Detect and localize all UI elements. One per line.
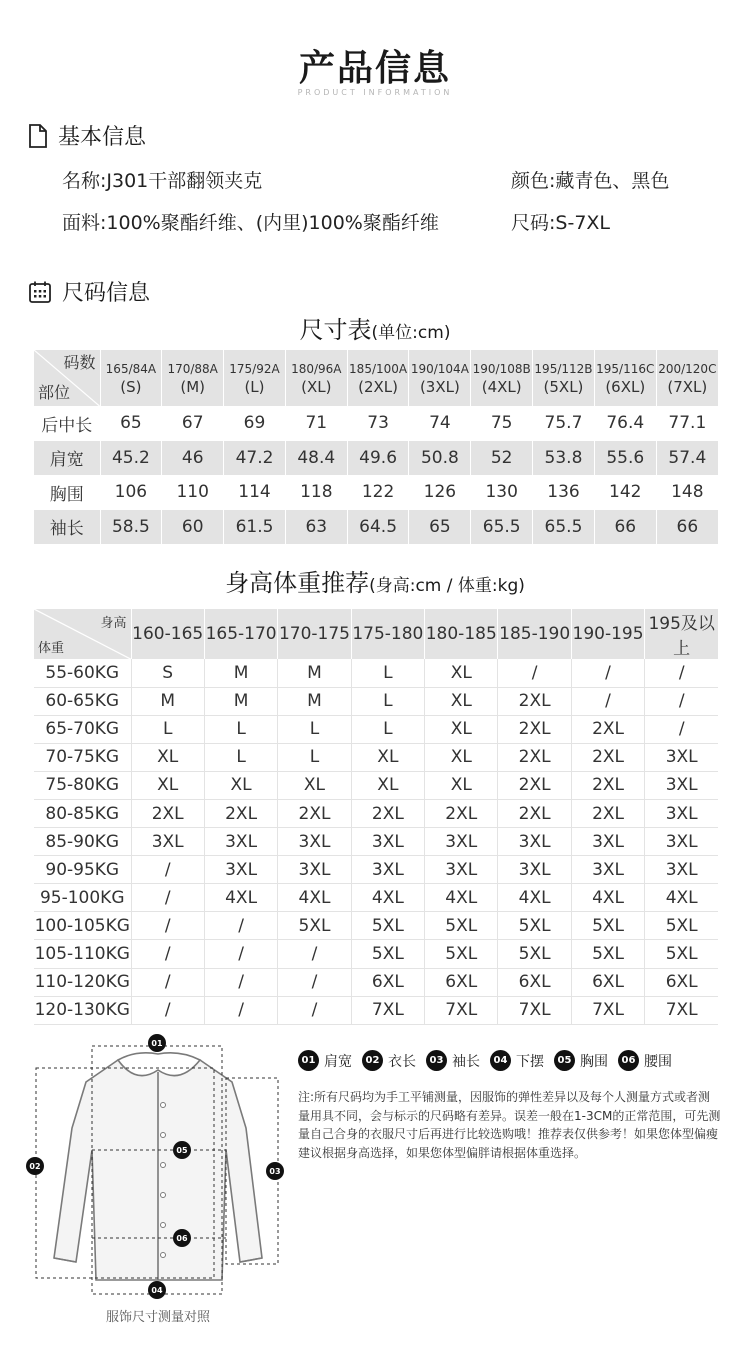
recommend-header-row [34,609,718,659]
size-cell: 3XL [645,856,718,884]
size-name: (2XL) [358,378,399,396]
cell-value: 148 [656,475,718,510]
table-row [34,968,718,996]
size-cell: L [351,687,424,715]
table-row [34,743,718,771]
size-cell: 7XL [645,996,718,1024]
size-cell: XL [278,771,351,799]
basic-info-heading [28,120,146,151]
size-cell: M [278,687,351,715]
cell-value: 52 [471,441,533,476]
size-cell: 2XL [571,771,644,799]
size-cell: 3XL [645,771,718,799]
product-color: 颜色:藏青色、黑色 [511,170,670,192]
page-subtitle: PRODUCT INFORMATION [297,88,453,97]
cell-value: 75.7 [533,406,595,441]
cell-value: 77.1 [656,406,718,441]
size-column-header [347,350,409,406]
size-column-header [162,350,224,406]
diagram-caption: 服饰尺寸测量对照 [105,1310,210,1325]
size-code: 200/120C [658,362,717,376]
size-table-unit: (单位:cm) [371,323,451,343]
table-row [34,510,718,545]
size-name: (M) [180,378,206,396]
size-cell: / [204,996,277,1024]
table-row [34,940,718,968]
corner-top-label: 身高 [100,616,127,631]
size-cell: L [351,659,424,687]
basic-info-heading-label: 基本信息 [58,125,147,150]
size-cell: 3XL [498,828,571,856]
size-cell: 5XL [351,912,424,940]
cell-value: 65.5 [471,510,533,545]
table-row [34,715,718,743]
size-cell: / [131,940,204,968]
size-cell: / [278,996,351,1024]
cell-value: 66 [656,510,718,545]
table-row [34,912,718,940]
corner-bottom-label: 部位 [38,383,71,402]
table-row [34,475,718,510]
marker-02: 02 [26,1157,44,1175]
size-column-header [100,350,162,406]
size-cell: 3XL [645,828,718,856]
size-cell: XL [425,715,498,743]
size-cell: 2XL [351,799,424,827]
size-cell: 6XL [351,968,424,996]
size-cell: / [645,687,718,715]
size-cell: 6XL [425,968,498,996]
calendar-icon [28,280,52,304]
cell-value: 46 [162,441,224,476]
size-cell: 3XL [351,828,424,856]
size-cell: L [131,715,204,743]
size-cell: 5XL [498,912,571,940]
size-cell: M [204,687,277,715]
size-cell: / [204,940,277,968]
weight-label: 60-65KG [34,687,131,715]
marker-06: 06 [173,1229,191,1247]
weight-label: 65-70KG [34,715,131,743]
cell-value: 136 [533,475,595,510]
weight-label: 70-75KG [34,743,131,771]
row-label: 胸围 [34,475,100,510]
legend-item: 05 胸围 [554,1050,608,1071]
weight-label: 80-85KG [34,799,131,827]
size-cell: 5XL [425,940,498,968]
size-cell: 2XL [425,799,498,827]
size-name: (4XL) [481,378,522,396]
size-cell: / [131,996,204,1024]
height-column-header: 180-185 [425,609,498,659]
size-cell: 3XL [645,799,718,827]
cell-value: 55.6 [594,441,656,476]
cell-value: 53.8 [533,441,595,476]
cell-value: 118 [285,475,347,510]
size-cell: 5XL [571,940,644,968]
product-fabric: 面料:100%聚酯纤维、(内里)100%聚酯纤维 [62,212,439,234]
size-cell: 2XL [571,799,644,827]
recommend-unit: (身高:cm / 体重:kg) [369,576,525,596]
size-cell: / [131,884,204,912]
size-cell: 3XL [204,856,277,884]
size-code: 190/104A [410,362,469,376]
size-cell: 5XL [645,912,718,940]
size-cell: 4XL [571,884,644,912]
marker-01: 01 [148,1034,166,1052]
size-cell: / [645,659,718,687]
table-row [34,799,718,827]
size-code: 195/116C [596,362,655,376]
table-row [34,856,718,884]
size-cell: 3XL [131,828,204,856]
size-cell: 2XL [571,715,644,743]
cell-value: 48.4 [285,441,347,476]
height-column-header: 160-165 [131,609,204,659]
size-cell: S [131,659,204,687]
size-cell: L [278,743,351,771]
size-cell: 5XL [425,912,498,940]
weight-label: 110-120KG [34,968,131,996]
cell-value: 64.5 [347,510,409,545]
height-column-header: 185-190 [498,609,571,659]
legend-item: 01 肩宽 [298,1050,352,1071]
size-cell: 3XL [645,743,718,771]
size-code: 175/92A [229,362,280,376]
size-cell: XL [131,771,204,799]
weight-label: 75-80KG [34,771,131,799]
size-column-header [533,350,595,406]
size-cell: 7XL [425,996,498,1024]
cell-value: 65 [100,406,162,441]
size-cell: XL [425,743,498,771]
size-code: 170/88A [167,362,218,376]
size-cell: 4XL [425,884,498,912]
cell-value: 60 [162,510,224,545]
size-cell: / [498,659,571,687]
size-cell: 3XL [278,828,351,856]
cell-value: 73 [347,406,409,441]
size-cell: 5XL [498,940,571,968]
height-column-header: 175-180 [351,609,424,659]
size-header-row [34,350,718,406]
size-cell: 4XL [351,884,424,912]
weight-label: 55-60KG [34,659,131,687]
table-row [34,884,718,912]
cell-value: 76.4 [594,406,656,441]
size-cell: M [278,659,351,687]
cell-value: 130 [471,475,533,510]
cell-value: 65 [409,510,471,545]
cell-value: 71 [285,406,347,441]
size-column-header [656,350,718,406]
recommend-title-text: 身高体重推荐 [225,569,370,597]
cell-value: 58.5 [100,510,162,545]
cell-value: 63 [285,510,347,545]
size-cell: / [131,968,204,996]
table-row [34,406,718,441]
marker-05: 05 [173,1141,191,1159]
corner-top-label: 码数 [63,353,96,372]
table-row [34,687,718,715]
cell-value: 66 [594,510,656,545]
cell-value: 142 [594,475,656,510]
weight-label: 85-90KG [34,828,131,856]
size-cell: 3XL [571,856,644,884]
size-cell: 2XL [498,743,571,771]
size-cell: 2XL [498,799,571,827]
size-cell: 5XL [571,912,644,940]
size-cell: XL [351,743,424,771]
size-cell: / [645,715,718,743]
size-cell: 4XL [498,884,571,912]
size-cell: 2XL [498,771,571,799]
size-cell: L [351,715,424,743]
corner-bottom-label: 体重 [38,641,65,656]
size-cell: M [204,659,277,687]
size-cell: / [204,968,277,996]
row-label: 后中长 [34,406,100,441]
weight-label: 105-110KG [34,940,131,968]
size-name: (7XL) [667,378,708,396]
cell-value: 65.5 [533,510,595,545]
size-cell: / [204,912,277,940]
weight-label: 120-130KG [34,996,131,1024]
height-column-header: 165-170 [204,609,277,659]
size-cell: 6XL [571,968,644,996]
row-label: 袖长 [34,510,100,545]
table-row [34,771,718,799]
cell-value: 110 [162,475,224,510]
recommend-table-title [0,563,750,598]
size-cell: 2XL [571,743,644,771]
cell-value: 57.4 [656,441,718,476]
size-info-heading [28,276,150,307]
size-cell: / [571,659,644,687]
size-column-header [594,350,656,406]
height-column-header: 170-175 [278,609,351,659]
size-cell: XL [204,771,277,799]
size-cell: 2XL [498,715,571,743]
legend-item: 03 袖长 [426,1050,480,1071]
size-cell: 5XL [278,912,351,940]
cell-value: 47.2 [224,441,286,476]
product-size-range: 尺码:S-7XL [511,212,611,234]
legend-item: 06 腰围 [618,1050,672,1071]
size-cell: M [131,687,204,715]
size-name: (L) [244,378,265,396]
product-name: 名称:J301干部翻领夹克 [62,170,263,192]
size-column-header [224,350,286,406]
size-column-header [409,350,471,406]
size-column-header [285,350,347,406]
height-column-header: 190-195 [571,609,644,659]
size-cell: 2XL [278,799,351,827]
size-cell: 2XL [204,799,277,827]
size-cell: 6XL [498,968,571,996]
cell-value: 45.2 [100,441,162,476]
document-icon [28,124,48,148]
size-cell: 2XL [131,799,204,827]
size-cell: / [131,856,204,884]
size-cell: XL [425,687,498,715]
size-table-title-text: 尺寸表 [299,316,372,344]
size-cell: 6XL [645,968,718,996]
size-code: 180/96A [291,362,342,376]
size-cell: 5XL [351,940,424,968]
size-cell: L [204,743,277,771]
size-name: (XL) [301,378,332,396]
weight-label: 90-95KG [34,856,131,884]
size-cell: 3XL [278,856,351,884]
cell-value: 69 [224,406,286,441]
cell-value: 49.6 [347,441,409,476]
size-cell: 3XL [204,828,277,856]
size-column-header [471,350,533,406]
measurement-note: 注:所有尺码均为手工平铺测量，因服饰的弹性差异以及每个人测量方式或者测量用具不同，会与标示的尺码略有差异。误差一般在1-3CM的正常范围，可先测量自己合身的衣服尺寸后再进行比较选购哦！推荐表仅供参考！如果您体型偏瘦建议根据身高选择，如果您体型偏胖请根据体重选择。 [298,1090,721,1160]
cell-value: 114 [224,475,286,510]
cell-value: 122 [347,475,409,510]
cell-value: 75 [471,406,533,441]
table-row [34,659,718,687]
height-column-header: 195及以上 [645,609,718,659]
size-code: 190/108B [472,362,531,376]
size-cell: 7XL [351,996,424,1024]
table-row [34,441,718,476]
cell-value: 74 [409,406,471,441]
weight-label: 95-100KG [34,884,131,912]
size-info-heading-label: 尺码信息 [62,281,151,306]
size-name: (3XL) [419,378,460,396]
row-label: 肩宽 [34,441,100,476]
size-cell: XL [351,771,424,799]
table-row [34,828,718,856]
size-cell: XL [425,659,498,687]
size-cell: 3XL [425,856,498,884]
legend-item: 04 下摆 [490,1050,544,1071]
shirt-illustration [54,1053,262,1280]
marker-04: 04 [148,1281,166,1299]
cell-value: 126 [409,475,471,510]
size-cell: 4XL [645,884,718,912]
measurement-legend [298,1050,682,1071]
size-cell: 3XL [571,828,644,856]
cell-value: 61.5 [224,510,286,545]
size-name: (5XL) [543,378,584,396]
recommend-table [34,609,718,1025]
cell-value: 67 [162,406,224,441]
corner-cell [34,350,100,406]
size-cell: 5XL [645,940,718,968]
size-cell: 7XL [498,996,571,1024]
size-cell: 3XL [351,856,424,884]
marker-03: 03 [266,1162,284,1180]
size-name: (S) [120,378,142,396]
size-cell: L [278,715,351,743]
cell-value: 106 [100,475,162,510]
size-cell: / [131,912,204,940]
size-cell: 2XL [498,687,571,715]
size-code: 195/112B [534,362,593,376]
size-cell: 3XL [498,856,571,884]
size-cell: XL [131,743,204,771]
size-cell: / [571,687,644,715]
size-table [34,350,718,544]
size-cell: 4XL [204,884,277,912]
page-title: 产品信息 [298,48,451,89]
size-cell: / [278,940,351,968]
size-cell: 3XL [425,828,498,856]
size-cell: 4XL [278,884,351,912]
size-cell: L [204,715,277,743]
size-name: (6XL) [605,378,646,396]
size-cell: XL [425,771,498,799]
cell-value: 50.8 [409,441,471,476]
table-row [34,996,718,1024]
corner-cell [34,609,131,659]
size-table-title [0,310,750,345]
size-cell: / [278,968,351,996]
shirt-measurement-diagram [26,1030,290,1300]
size-code: 165/84A [105,362,157,376]
legend-item: 02 衣长 [362,1050,416,1071]
size-code: 185/100A [349,362,408,376]
size-cell: 7XL [571,996,644,1024]
weight-label: 100-105KG [34,912,131,940]
